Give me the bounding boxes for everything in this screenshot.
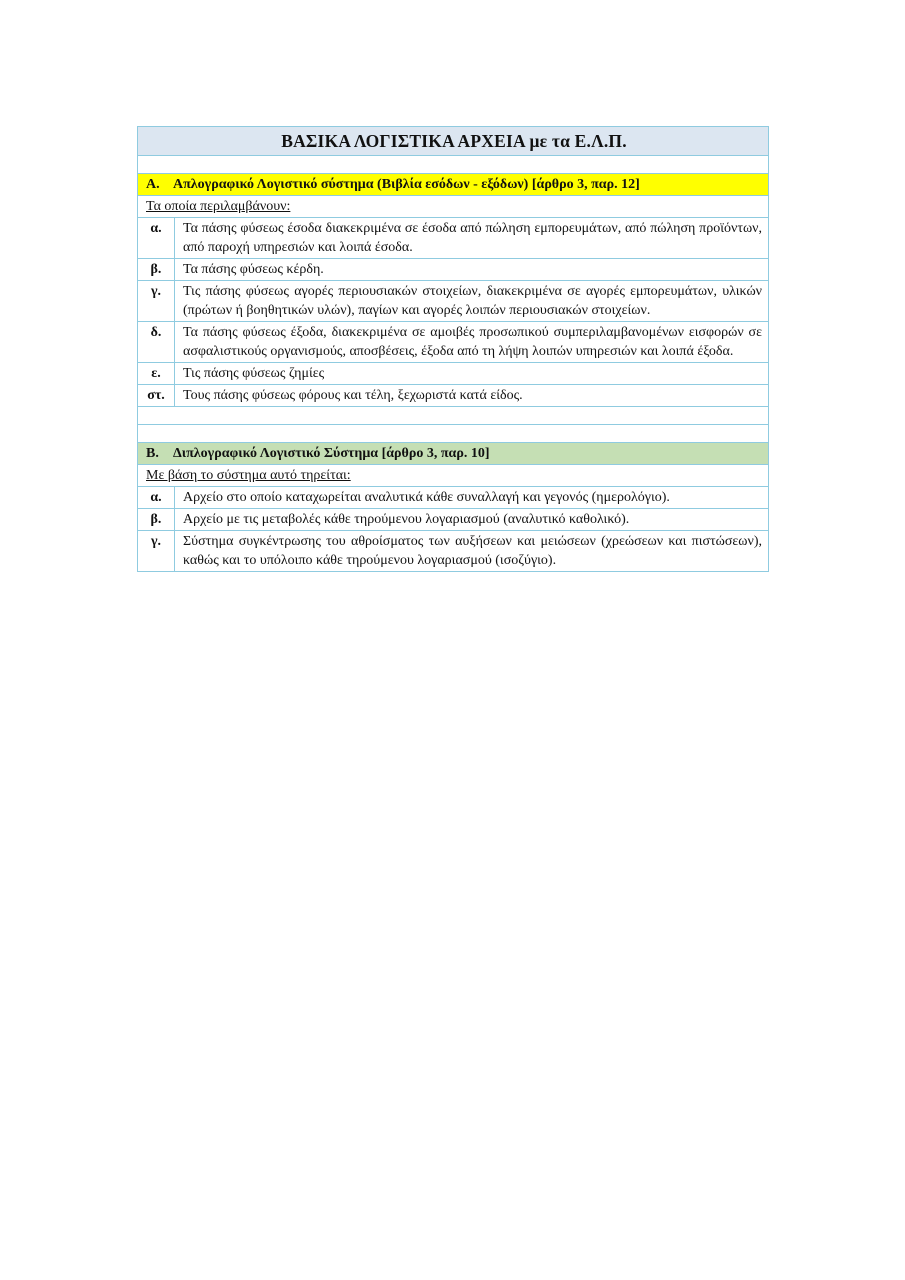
section-a-item bbox=[138, 363, 769, 385]
section-a-item bbox=[138, 385, 769, 407]
item-text: Τα πάσης φύσεως έσοδα διακεκριμένα σε έσοδα από πώληση εμπορευμάτων, από πώληση προϊόντων, από παροχή υπηρεσιών και λοιπά έσοδα. bbox=[175, 218, 769, 259]
document-title: ΒΑΣΙΚΑ ΛΟΓΙΣΤΙΚΑ ΑΡΧΕΙΑ με τα Ε.Λ.Π. bbox=[138, 127, 769, 156]
item-mark: ε. bbox=[138, 363, 175, 385]
item-text: Αρχείο στο οποίο καταχωρείται αναλυτικά κάθε συναλλαγή και γεγονός (ημερολόγιο). bbox=[175, 487, 769, 509]
item-mark: γ. bbox=[138, 281, 175, 322]
item-text: Τις πάσης φύσεως αγορές περιουσιακών στοιχείων, διακεκριμένα σε αγορές εμπορευμάτων, υλικών (πρώτων ή βοηθητικών υλών), παγίων και αγορές λοιπών περιουσιακών στοιχείων. bbox=[175, 281, 769, 322]
item-text: Τα πάσης φύσεως έξοδα, διακεκριμένα σε αμοιβές προσωπικού συμπεριλαμβανομένων εισφορών σε ασφαλιστικούς οργανισμούς, αποσβέσεις, έξοδα από τη λήψη λοιπών υπηρεσιών και λοιπά έξοδα. bbox=[175, 322, 769, 363]
section-b-title: Διπλογραφικό Λογιστικό Σύστημα [άρθρο 3, παρ. 10] bbox=[173, 446, 490, 461]
item-mark: α. bbox=[138, 218, 175, 259]
item-mark: στ. bbox=[138, 385, 175, 407]
section-b-letter: Β. bbox=[146, 446, 159, 461]
item-mark: δ. bbox=[138, 322, 175, 363]
item-text: Αρχείο με τις μεταβολές κάθε τηρούμενου λογαριασμού (αναλυτικό καθολικό). bbox=[175, 509, 769, 531]
section-a-heading bbox=[138, 174, 769, 196]
section-a-item bbox=[138, 259, 769, 281]
item-text: Τις πάσης φύσεως ζημίες bbox=[175, 363, 769, 385]
item-text: Σύστημα συγκέντρωσης του αθροίσματος των αυξήσεων και μειώσεων (χρεώσεων και πιστώσεων), καθώς και το υπόλοιπο κάθε τηρούμενου λογαριασμού (ισοζύγιο). bbox=[175, 531, 769, 572]
item-mark: α. bbox=[138, 487, 175, 509]
section-a-intro: Τα οποία περιλαμβάνουν: bbox=[138, 196, 769, 218]
section-a-item bbox=[138, 218, 769, 259]
section-a-item bbox=[138, 322, 769, 363]
spacer-row bbox=[138, 425, 769, 443]
spacer-row bbox=[138, 407, 769, 425]
item-mark: γ. bbox=[138, 531, 175, 572]
item-mark: β. bbox=[138, 509, 175, 531]
accounting-records-table bbox=[137, 126, 769, 572]
section-a-item bbox=[138, 281, 769, 322]
section-a-title: Απλογραφικό Λογιστικό σύστημα (Βιβλία εσόδων - εξόδων) [άρθρο 3, παρ. 12] bbox=[173, 177, 640, 192]
section-b-item bbox=[138, 487, 769, 509]
section-b-heading bbox=[138, 443, 769, 465]
section-b-item bbox=[138, 531, 769, 572]
item-text: Τους πάσης φύσεως φόρους και τέλη, ξεχωριστά κατά είδος. bbox=[175, 385, 769, 407]
section-b-item bbox=[138, 509, 769, 531]
item-text: Τα πάσης φύσεως κέρδη. bbox=[175, 259, 769, 281]
spacer-row bbox=[138, 156, 769, 174]
section-b-intro: Με βάση το σύστημα αυτό τηρείται: bbox=[138, 465, 769, 487]
item-mark: β. bbox=[138, 259, 175, 281]
section-a-letter: Α. bbox=[146, 177, 160, 192]
